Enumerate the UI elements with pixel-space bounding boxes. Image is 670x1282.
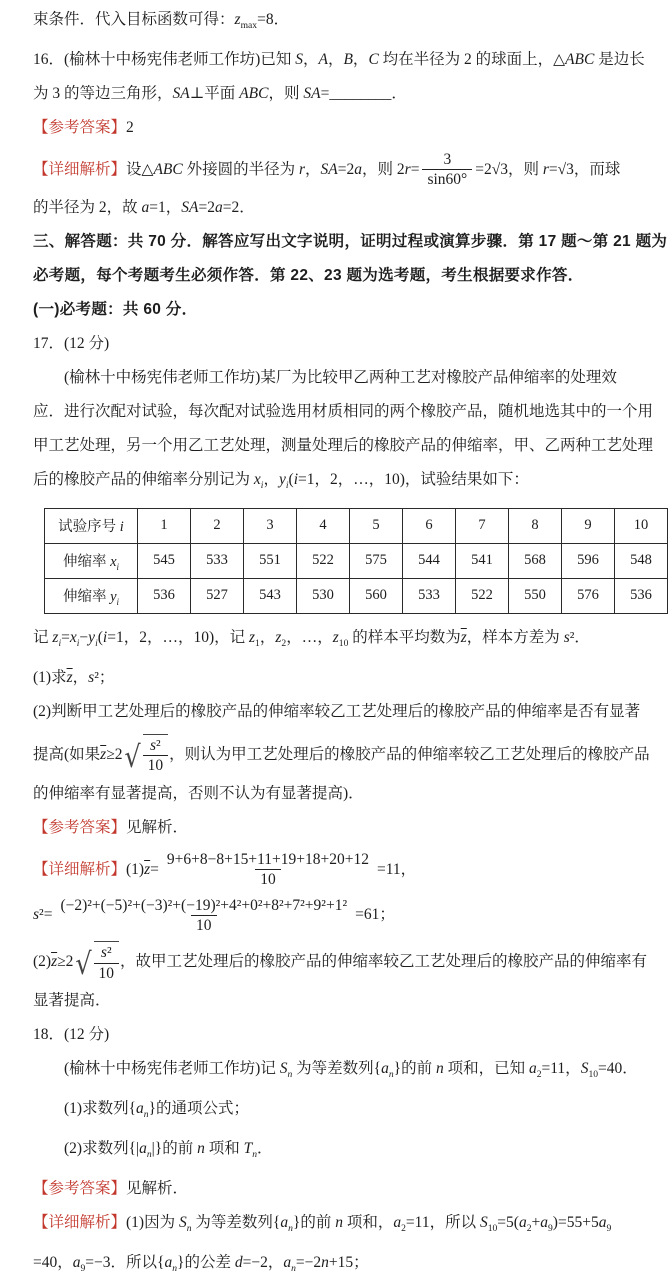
- table-cell: 576: [562, 578, 615, 613]
- table-cell: 560: [350, 578, 403, 613]
- square-root: [74, 941, 119, 983]
- q17-solution-line2: [33, 896, 662, 936]
- question-17-stem-line3: 甲工艺处理，另一个用乙工艺处理，测量处理后的橡胶产品的伸缩率，甲、乙两种工艺处理: [33, 436, 654, 454]
- fraction-numerator: (−2)²+(−5)²+(−3)²+(−19)²+4²+0²+8²+7²+9²+1²: [60, 896, 348, 914]
- q18-solution-line1: [33, 1211, 662, 1241]
- reference-answer-label: 【参考答案】: [33, 119, 127, 137]
- table-cell: 2: [191, 508, 244, 543]
- q16-answer-value: 2: [126, 119, 134, 137]
- fraction: [55, 896, 352, 936]
- table-cell: 3: [244, 508, 297, 543]
- table-cell: 544: [403, 543, 456, 578]
- q17-part1-line: (1)求$\overline{z}$，s²；: [33, 669, 115, 687]
- table-row-header: 试验序号 i: [45, 508, 138, 543]
- q17-sol1-post: =11，: [377, 860, 417, 878]
- section3-header-line2: 必考题，每个考题考生必须作答．第 22、23 题为选考题，考生根据要求作答．: [33, 266, 584, 284]
- q18-solution-line2: =40，$a_9=-3$．所以$\{a_n\}$的公差 d=−2，$a_n=-2n+15$；: [33, 1254, 369, 1275]
- q17-sol2-post: =61；: [355, 906, 395, 924]
- detailed-solution-label: 【详细解析】: [33, 160, 127, 178]
- table-row: [45, 578, 668, 613]
- q18-answer-line: [33, 1177, 662, 1201]
- q17-solution-line1: [33, 850, 662, 890]
- q16-sol-post: =2√3，则 r=√3，而球: [475, 160, 621, 178]
- radical-sign: √: [124, 740, 142, 776]
- q16-solution-line1: [33, 150, 662, 190]
- q16-sol-pre: 设△ABC 外接圆的半径为 r，SA=2a，则 2r=: [126, 160, 420, 178]
- detailed-solution-label: 【详细解析】: [33, 1214, 127, 1232]
- question-18-stem: (榆林十中杨宪伟老师工作坊)记 $S_n$ 为等差数列$\{a_n\}$的前 n 项和，已知 $a_2=11$，$S_{10}=40$．: [64, 1060, 638, 1081]
- table-cell: 548: [615, 543, 668, 578]
- reference-answer-label: 【参考答案】: [33, 818, 127, 836]
- question-17-number: 17．(12 分): [33, 334, 110, 352]
- q18-part2-line: (2)求数列$\{|a_n|\}$的前 n 项和 $T_n$．: [64, 1140, 273, 1161]
- table-cell: 536: [615, 578, 668, 613]
- fraction-denominator: 10: [143, 755, 169, 775]
- fraction-denominator: 10: [94, 963, 120, 983]
- q16-solution-line2: 的半径为 2，故 a=1，SA=2a=2．: [33, 198, 255, 216]
- fraction: [94, 943, 120, 983]
- table-cell: 7: [456, 508, 509, 543]
- fraction-denominator: 10: [191, 915, 217, 935]
- q17-solution-line3: [33, 941, 662, 983]
- radical-sign: √: [75, 947, 93, 983]
- table-cell: 5: [350, 508, 403, 543]
- table-cell: 551: [244, 543, 297, 578]
- reference-answer-label: 【参考答案】: [33, 1180, 127, 1198]
- fraction: [143, 736, 169, 776]
- question-17-stem-line2: 应．进行次配对试验，每次配对试验选用材质相同的两个橡胶产品，随机地选其中的一个用: [33, 402, 654, 420]
- q17-cond-post: ，则认为甲工艺处理后的橡胶产品的伸缩率较乙工艺处理后的橡胶产品: [169, 745, 650, 763]
- fraction-denominator: 10: [255, 869, 281, 889]
- fraction: [422, 150, 472, 190]
- table-cell: 545: [138, 543, 191, 578]
- q17-sol2-pre: s²=: [33, 906, 53, 924]
- prev-solution-continuation: 束条件．代入目标函数可得：$z_{max}=8$．: [33, 11, 290, 32]
- table-cell: 568: [509, 543, 562, 578]
- q17-answer-value: 见解析．: [126, 818, 189, 836]
- q16-answer-line: [33, 116, 662, 140]
- q17-sol1-pre: $(1)\overline{z}=$: [126, 860, 159, 878]
- table-cell: 4: [297, 508, 350, 543]
- question-17-stem-line1: (榆林十中杨宪伟老师工作坊)某厂为比较甲乙两种工艺对橡胶产品伸缩率的处理效: [64, 368, 617, 386]
- question-18-number: 18．(12 分): [33, 1026, 110, 1044]
- q17-sol3-pre: $(2)\overline{z}\ge 2$: [33, 953, 74, 971]
- q17-experiment-table: [44, 508, 668, 614]
- question-16-stem-line2: 为 3 的等边三角形，SA⊥平面 ABC，则 SA=________．: [33, 85, 407, 103]
- table-cell: 527: [191, 578, 244, 613]
- q17-sol3-post: ，故甲工艺处理后的橡胶产品的伸缩率较乙工艺处理后的橡胶产品的伸缩率有: [120, 953, 648, 971]
- table-row-header: 伸缩率 $y_i$: [45, 578, 138, 613]
- detailed-solution-label: 【详细解析】: [33, 860, 127, 878]
- q17-answer-line: [33, 816, 662, 840]
- table-cell: 522: [297, 543, 350, 578]
- table-cell: 9: [562, 508, 615, 543]
- q17-cond-pre: 提高(如果$\overline{z}\ge 2$: [33, 745, 123, 763]
- table-row: [45, 508, 668, 543]
- q17-part2-line3: 的伸缩率有显著提高，否则不认为有显著提高)．: [33, 784, 364, 802]
- table-cell: 575: [350, 543, 403, 578]
- fraction-numerator: s²: [150, 737, 161, 755]
- table-cell: 543: [244, 578, 297, 613]
- table-row: [45, 543, 668, 578]
- table-cell: 8: [509, 508, 562, 543]
- q17-note-line: 记 $z_i=x_i-y_i(i=1$，2，…，10)，记 $z_1$，$z_2$，…，$z_{10}$ 的样本平均数为$\overline{z}$，样本方差为 s²．: [33, 628, 590, 650]
- table-cell: 536: [138, 578, 191, 613]
- table-cell: 550: [509, 578, 562, 613]
- q18-part1-line: (1)求数列$\{a_n\}$的通项公式；: [64, 1100, 250, 1121]
- question-16-stem-line1: 16．(榆林十中杨宪伟老师工作坊)已知 S，A，B，C 均在半径为 2 的球面上，△ABC 是边长: [33, 51, 645, 69]
- section3-header-line1: 三、解答题：共 70 分．解答应写出文字说明，证明过程或演算步骤．第 17 题～第 21 题为: [33, 232, 668, 250]
- q17-part2-condition-line: [33, 734, 662, 776]
- table-cell: 596: [562, 543, 615, 578]
- question-17-stem-line4: 后的橡胶产品的伸缩率分别记为 $x_i$，$y_i(i=1$，2，…，10)，试验结果如下：: [33, 470, 529, 491]
- fraction-numerator: 3: [443, 151, 452, 169]
- fraction-denominator: sin60°: [422, 169, 472, 189]
- q17-part2-line1: (2)判断甲工艺处理后的橡胶产品的伸缩率较乙工艺处理后的橡胶产品的伸缩率是否有显著: [33, 703, 641, 721]
- table-cell: 533: [403, 578, 456, 613]
- table-cell: 533: [191, 543, 244, 578]
- table-cell: 10: [615, 508, 668, 543]
- q17-solution-line4: 显著提高．: [33, 992, 111, 1010]
- table-cell: 530: [297, 578, 350, 613]
- table-cell: 1: [138, 508, 191, 543]
- q18-answer-value: 见解析．: [126, 1180, 189, 1198]
- fraction: [162, 850, 374, 890]
- square-root: [123, 734, 168, 776]
- q18-sol1-text: (1)因为 $S_n$ 为等差数列$\{a_n\}$的前 n 项和，$a_2=11$，所以 $S_{10}=5(a_2+a_9)=55+5a_9$: [126, 1214, 612, 1235]
- fraction-numerator: 9+6+8−8+15+11+19+18+20+12: [166, 850, 369, 868]
- table-row-header: 伸缩率 $x_i$: [45, 543, 138, 578]
- table-cell: 541: [456, 543, 509, 578]
- fraction-numerator: s²: [100, 944, 112, 962]
- section3-header-line3: (一)必考题：共 60 分．: [33, 300, 198, 318]
- table-cell: 6: [403, 508, 456, 543]
- table-cell: 522: [456, 578, 509, 613]
